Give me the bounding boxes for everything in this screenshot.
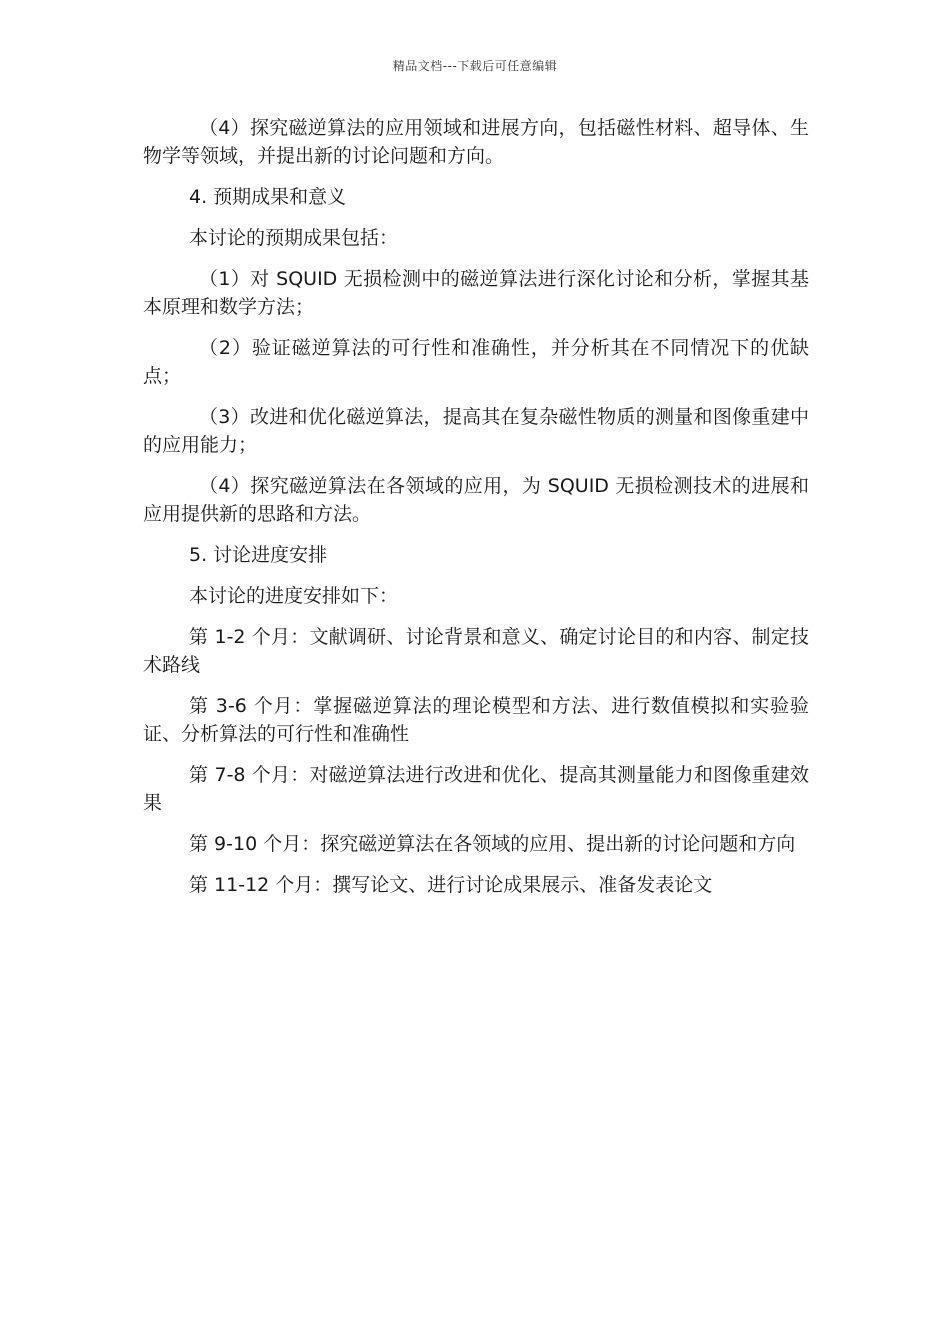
paragraph-schedule-months-3-6: 第 3-6 个月：掌握磁逆算法的理论模型和方法、进行数值模拟和实验验证、分析算法的可行性和准确性: [143, 695, 809, 745]
paragraph-result-item-3: （3）改进和优化磁逆算法，提高其在复杂磁性物质的测量和图像重建中的应用能力；: [143, 406, 809, 456]
paragraph-schedule-months-11-12: 第 11-12 个月：撰写论文、进行讨论成果展示、准备发表论文: [189, 874, 713, 896]
paragraph-result-item-4: （4）探究磁逆算法在各领域的应用，为 SQUID 无损检测技术的进展和应用提供新的思路和方法。: [143, 475, 809, 525]
section-heading-schedule: 5. 讨论进度安排: [189, 544, 328, 566]
page-header: 精品文档---下载后可任意编辑: [392, 59, 558, 73]
section-heading-expected-results: 4. 预期成果和意义: [189, 186, 347, 208]
paragraph-schedule-months-7-8: 第 7-8 个月：对磁逆算法进行改进和优化、提高其测量能力和图像重建效果: [143, 764, 809, 814]
paragraph-schedule-intro: 本讨论的进度安排如下：: [189, 585, 399, 607]
document-body: [143, 114, 809, 912]
paragraph-research-item-4: （4）探究磁逆算法的应用领域和进展方向，包括磁性材料、超导体、生物学等领域，并提出新的讨论问题和方向。: [143, 117, 809, 167]
paragraph-result-item-2: （2）验证磁逆算法的可行性和准确性，并分析其在不同情况下的优缺点；: [143, 337, 809, 387]
paragraph-schedule-months-1-2: 第 1-2 个月：文献调研、讨论背景和意义、确定讨论目的和内容、制定技术路线: [143, 626, 809, 676]
paragraph-results-intro: 本讨论的预期成果包括：: [189, 227, 399, 249]
paragraph-result-item-1: （1）对 SQUID 无损检测中的磁逆算法进行深化讨论和分析，掌握其基本原理和数学方法；: [143, 268, 809, 318]
paragraph-schedule-months-9-10: 第 9-10 个月：探究磁逆算法在各领域的应用、提出新的讨论问题和方向: [189, 833, 796, 855]
